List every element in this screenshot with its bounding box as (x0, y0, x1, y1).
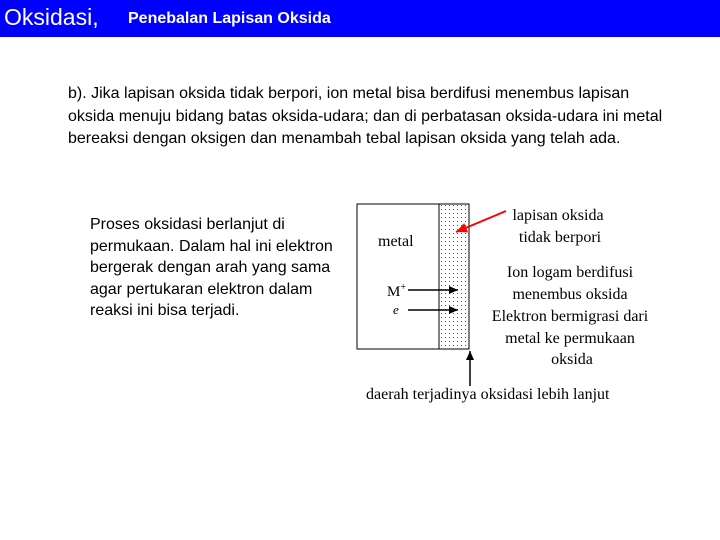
diffusion-label-line: Ion logam berdifusi (506, 264, 634, 281)
page-title: Oksidasi, (4, 4, 99, 30)
oxide-label-line: tidak berpori (518, 229, 602, 246)
metal-block (357, 204, 439, 349)
diffusion-label-line: Elektron bermigrasi dari (491, 308, 649, 325)
main-paragraph: b). Jika lapisan oksida tidak berpori, ion metal bisa berdifusi menembus lapisan oksida menuju bidang batas oksida-udara; dan di perbatasan oksida-udara ini metal bereaksi dengan oksigen dan menambah tebal lapisan oksida yang telah ada. (68, 85, 663, 147)
bottom-label: daerah terjadinya oksidasi lebih lanjut (366, 386, 610, 403)
ion-charge: + (400, 282, 406, 293)
oxide-label (512, 207, 607, 246)
metal-label: metal (378, 233, 414, 250)
diffusion-label-line: menembus oksida (512, 286, 628, 303)
oxide-label-line: lapisan oksida (512, 207, 604, 224)
ion-symbol: M (387, 284, 401, 300)
diffusion-label-line: oksida (551, 351, 593, 368)
electron-label: e (393, 302, 399, 317)
oxide-layer (439, 204, 469, 349)
diffusion-label-line: metal ke permukaan (505, 330, 635, 347)
page-subtitle: Penebalan Lapisan Oksida (128, 10, 331, 27)
diffusion-label (492, 264, 652, 368)
side-note: Proses oksidasi berlanjut di permukaan. Dalam hal ini elektron bergerak dengan arah yang sama agar pertukaran elektron dalam reaksi ini bisa terjadi. (90, 216, 333, 319)
